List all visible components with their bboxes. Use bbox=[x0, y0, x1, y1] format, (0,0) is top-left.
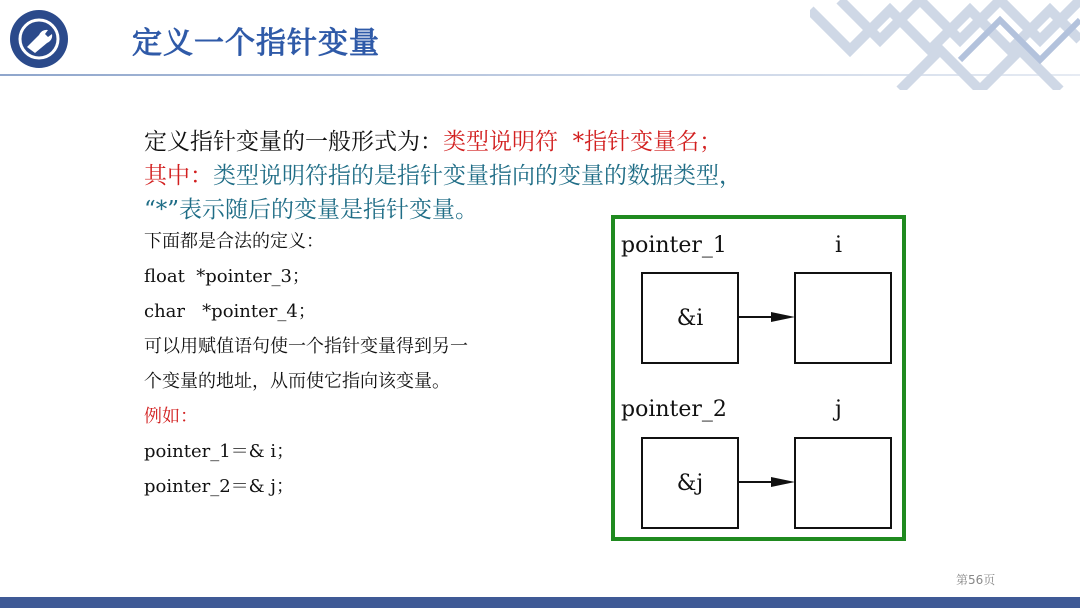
page-title: 定义一个指针变量 bbox=[132, 26, 380, 61]
code-line-8: pointer_2＝& j； bbox=[144, 476, 294, 497]
intro-line-2 bbox=[144, 159, 742, 193]
decorative-pattern bbox=[810, 0, 1080, 90]
box-pointer-2 bbox=[641, 437, 739, 529]
label-i: i bbox=[835, 233, 843, 258]
intro-text bbox=[144, 125, 742, 227]
code-line-7: pointer_1＝& i； bbox=[144, 441, 295, 462]
label-j: j bbox=[835, 397, 842, 422]
page-number: 第56页 bbox=[956, 573, 996, 587]
code-line-6: 例如： bbox=[144, 406, 198, 427]
box-pointer-1 bbox=[641, 272, 739, 364]
label-pointer-1: pointer_1 bbox=[621, 233, 727, 258]
code-line-2: float *pointer_3； bbox=[144, 266, 310, 287]
intro-line-3-text: “*”表示随后的变量是指针变量。 bbox=[144, 197, 479, 223]
intro-line-1-highlight: 类型说明符 *指针变量名； bbox=[443, 129, 723, 155]
logo bbox=[10, 10, 68, 68]
box-pointer-1-value: &i bbox=[676, 305, 704, 331]
intro-line-2-prefix: 其中： bbox=[144, 163, 213, 189]
box-j bbox=[794, 437, 892, 529]
bottom-bar bbox=[0, 597, 1080, 608]
intro-line-1 bbox=[144, 125, 742, 159]
pointer-diagram bbox=[611, 215, 906, 541]
box-i bbox=[794, 272, 892, 364]
code-line-5: 个变量的地址，从而使它指向该变量。 bbox=[144, 371, 450, 392]
box-pointer-2-value: &j bbox=[676, 470, 704, 496]
code-line-3: char *pointer_4； bbox=[144, 301, 316, 322]
code-line-4: 可以用赋值语句使一个指针变量得到另一 bbox=[144, 336, 468, 357]
wrench-gear-icon bbox=[17, 17, 61, 61]
arrow-icon bbox=[737, 309, 797, 325]
arrow-icon bbox=[737, 474, 797, 490]
intro-line-1-prefix: 定义指针变量的一般形式为： bbox=[144, 129, 443, 155]
code-line-1: 下面都是合法的定义： bbox=[144, 231, 324, 252]
intro-line-2-text: 类型说明符指的是指针变量指向的变量的数据类型， bbox=[213, 163, 742, 189]
label-pointer-2: pointer_2 bbox=[621, 397, 727, 422]
code-block bbox=[144, 224, 468, 504]
